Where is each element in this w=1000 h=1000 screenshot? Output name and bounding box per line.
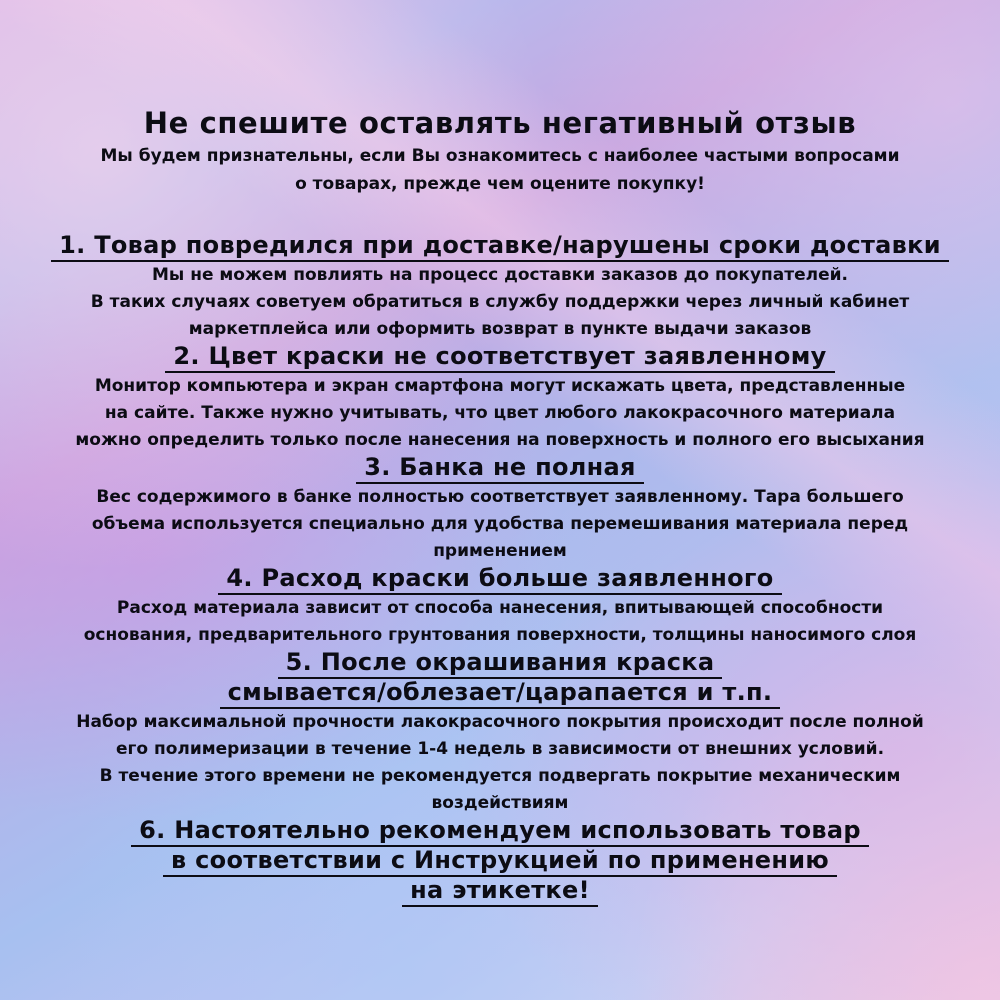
section-1-heading: 1. Товар повредился при доставке/нарушены сроки доставки xyxy=(0,232,1000,262)
section-5-body: Набор максимальной прочности лакокрасочного покрытия происходит после полной его полимеризации в течение 1-4 недель в зависимости от внешних условий. В течение этого времени не рекомендуется подвергать покрытие механическим воздействиям xyxy=(76,712,924,813)
section-2-heading: 2. Цвет краски не соответствует заявленному xyxy=(0,343,1000,373)
section-1-body: Мы не можем повлиять на процесс доставки заказов до покупателей. В таких случаях советуем обратиться в службу поддержки через личный кабинет маркетплейса или оформить возврат в пункте выдачи заказов xyxy=(90,265,910,339)
section-4-heading: 4. Расход краски больше заявленного xyxy=(0,565,1000,595)
section-4-body: Расход материала зависит от способа нанесения, впитывающей способности основания, предварительного грунтования поверхности, толщины наносимого слоя xyxy=(83,598,917,645)
intro-line: о товарах, прежде чем оцените покупку! xyxy=(295,174,705,194)
intro-line: Мы будем признательны, если Вы ознакомитесь с наиболее частыми вопросами xyxy=(100,146,900,166)
section-5-heading: 5. После окрашивания краска xyxy=(0,649,1000,679)
section-6-heading-line-2: в соответствии с Инструкцией по применению xyxy=(0,847,1000,877)
section-6-heading-line-3: на этикетке! xyxy=(0,877,1000,907)
section-5-heading-line-2: смывается/облезает/царапается и т.п. xyxy=(0,679,1000,709)
section-3-heading: 3. Банка не полная xyxy=(0,454,1000,484)
page-title: Не спешите оставлять негативный отзыв xyxy=(143,106,857,140)
section-6-heading: 6. Настоятельно рекомендуем использовать товар xyxy=(0,817,1000,847)
faq-content xyxy=(0,106,1000,907)
section-3-body: Вес содержимого в банке полностью соответствует заявленному. Тара большего объема используется специально для удобства перемешивания материала перед применением xyxy=(91,487,909,561)
intro-text xyxy=(0,142,1000,198)
section-2-body: Монитор компьютера и экран смартфона могут искажать цвета, представленные на сайте. Также нужно учитывать, что цвет любого лакокрасочного материала можно определить только после нанесения на поверхность и полного его высыхания xyxy=(75,376,925,450)
